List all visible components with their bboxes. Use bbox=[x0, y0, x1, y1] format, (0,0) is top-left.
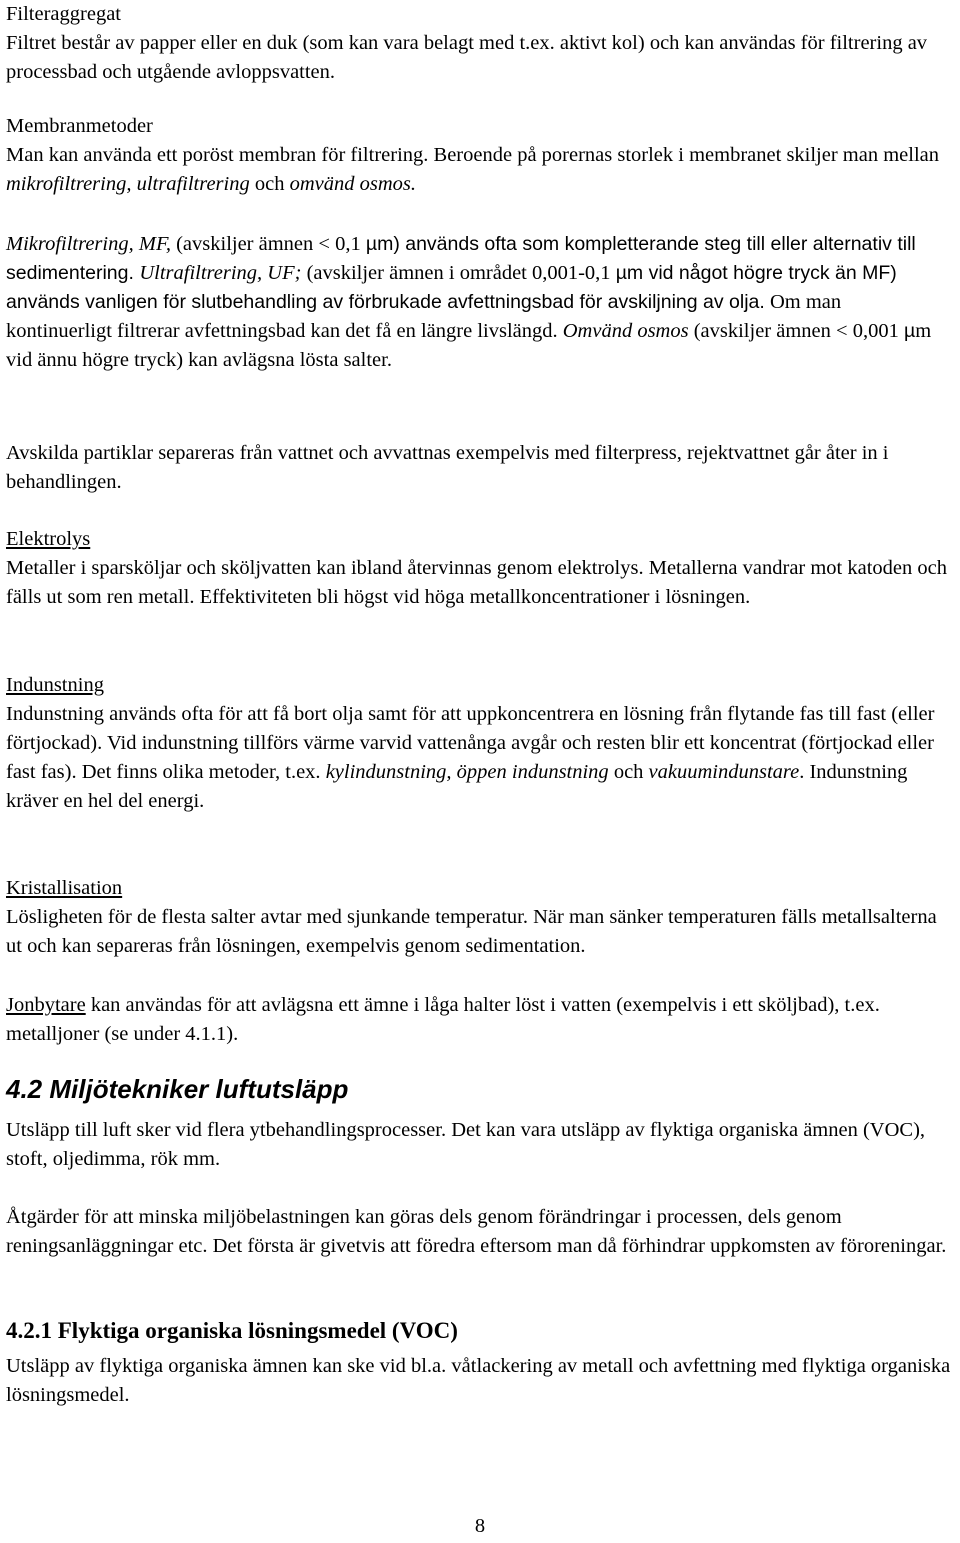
indunstning-text bbox=[6, 700, 951, 816]
section-4-2-1-paragraph: Utsläpp av flyktiga organiska ämnen kan ske vid bl.a. våtlackering av metall och avfettning med flyktiga organiska lösningsmedel. bbox=[6, 1355, 951, 1406]
elektrolys-heading: Elektrolys bbox=[6, 528, 91, 550]
filteraggregat-text: Filtret består av papper eller en duk (som kan vara belagt med t.ex. aktivt kol) och kan användas för filtrering av processbad och utgående avloppsvatten. bbox=[6, 32, 928, 83]
om-man-text: Om man kontinuerligt filtrerar avfettningsbad kan det få en längre livslängd. bbox=[6, 291, 842, 342]
term-vakuumindunstare: vakuumindunstare bbox=[648, 761, 800, 783]
term-jonbytare: Jonbytare bbox=[6, 994, 86, 1016]
elektrolys-section bbox=[6, 525, 951, 612]
filteraggregat-heading: Filteraggregat bbox=[6, 3, 121, 25]
term-omvand-osmos: omvänd osmos bbox=[289, 173, 411, 195]
term-ro: Omvänd osmos bbox=[562, 320, 689, 342]
ro-rest: m vid ännu högre tryck) kan avlägsna lösta salter. bbox=[6, 320, 932, 371]
section-4-2-paragraph-1: Utsläpp till luft sker vid flera ytbehandlingsprocesser. Det kan vara utsläpp av flyktiga organiska ämnen (VOC), stoft, oljedimma, rök mm. bbox=[6, 1119, 926, 1170]
uf-rest: µm vid något högre tryck än MF) används vanligen för slutbehandling av förbrukade avfettningsbad för avskiljning av olja. bbox=[6, 262, 897, 313]
section-4-2-paragraph-2: Åtgärder för att minska miljöbelastningen kan göras dels genom förändringar i processen, dels genom reningsanläggningar etc. Det första är givetvis att föredra eftersom man då förhindrar uppkomsten av föroreningar. bbox=[6, 1206, 947, 1257]
membranmetoder-heading: Membranmetoder bbox=[6, 115, 153, 137]
membranmetoder-text bbox=[6, 141, 951, 199]
abbr-uf: , UF; bbox=[257, 262, 302, 284]
sentence-end: . bbox=[410, 173, 417, 195]
conjunction: och bbox=[608, 761, 649, 783]
indunstning-text-part: Indunstning används ofta för att få bort olja samt för att uppkoncentrera en lösning från flytande fas till fast (eller förtjockad). Vid indunstning tillförs värme varvid vattenånga avgår och resten blir ett koncentrat (förtjockad eller fast fas). Det finns olika metoder, t.ex. bbox=[6, 703, 935, 783]
kristallisation-heading: Kristallisation bbox=[6, 877, 123, 899]
term-mikrofiltrering: mikrofiltrering bbox=[6, 173, 127, 195]
page-number: 8 bbox=[474, 1515, 486, 1537]
uf-paren: (avskiljer ämnen i området 0,001-0,1 bbox=[301, 262, 616, 284]
term-mf: Mikrofiltrering bbox=[6, 233, 129, 255]
conjunction: och bbox=[249, 173, 290, 195]
filteraggregat-section bbox=[6, 0, 951, 87]
mf-rest: µm) används ofta som kompletterande steg till eller alternativ till sedimentering. bbox=[6, 233, 916, 284]
membranmetoder-text-part: Man kan använda ett poröst membran för filtrering. Beroende på porernas storlek i membranet skiljer man mellan bbox=[6, 144, 940, 166]
indunstning-heading: Indunstning bbox=[6, 674, 104, 696]
indunstning-section bbox=[6, 671, 951, 816]
kristallisation-text: Lösligheten för de flesta salter avtar med sjunkande temperatur. När man sänker temperaturen fälls metallsalterna ut och kan separeras från lösningen, exempelvis genom sedimentation. bbox=[6, 906, 937, 957]
term-uf: Ultrafiltrering bbox=[139, 262, 258, 284]
avskilda-paragraph: Avskilda partiklar separeras från vattnet och avvattnas exempelvis med filterpress, rejektvattnet går åter in i behandlingen. bbox=[6, 442, 889, 493]
membranmetoder-section bbox=[6, 112, 951, 199]
indunstning-terms: kylindunstning, öppen indunstning bbox=[325, 761, 609, 783]
term-ultrafiltrering: ultrafiltrering bbox=[136, 173, 250, 195]
abbr-mf: , MF, bbox=[128, 233, 171, 255]
membrane-paragraph bbox=[6, 230, 951, 375]
separator: , bbox=[126, 173, 137, 195]
elektrolys-text: Metaller i sparsköljar och sköljvatten kan ibland återvinnas genom elektrolys. Metallerna vandrar mot katoden och fälls ut som ren metall. Effektiviteten bli högst vid höga metallkoncentrationer i lösningen. bbox=[6, 557, 947, 608]
ro-paren: (avskiljer ämnen < 0,001 bbox=[688, 320, 904, 342]
jonbytare-paragraph bbox=[6, 991, 951, 1049]
kristallisation-section bbox=[6, 874, 951, 961]
section-4-2-heading: 4.2 Miljötekniker luftutsläpp bbox=[6, 1074, 349, 1104]
mf-paren: (avskiljer ämnen < 0,1 bbox=[170, 233, 366, 255]
jonbytare-text: kan användas för att avlägsna ett ämne i låga halter löst i vatten (exempelvis i ett sköljbad), t.ex. metalljoner (se under 4.1.1). bbox=[6, 994, 880, 1045]
section-4-2-1-heading: 4.2.1 Flyktiga organiska lösningsmedel (VOC) bbox=[6, 1318, 458, 1343]
indunstning-text-end: . Indunstning kräver en hel del energi. bbox=[6, 761, 908, 812]
ro-mu: µ bbox=[903, 320, 916, 342]
